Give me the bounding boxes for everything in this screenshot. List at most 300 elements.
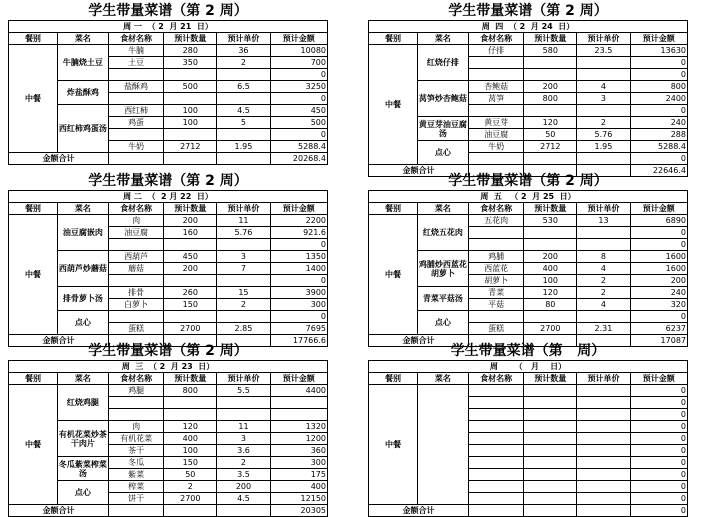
ingredient-name: 青菜 <box>468 287 523 299</box>
amount-value: 0 <box>630 239 687 251</box>
ingredient-name: 蛋糕 <box>468 323 523 335</box>
panel-title: 学生带量菜谱（第 2 周） <box>88 173 248 189</box>
amount-value: 2200 <box>270 215 327 227</box>
quantity-value: 80 <box>524 299 577 311</box>
quantity-value <box>524 469 577 481</box>
column-header: 食材名称 <box>468 373 523 385</box>
dish-name: 炸盐酥鸡 <box>57 81 108 105</box>
empty-cell <box>217 505 270 517</box>
unit-price-value <box>217 93 270 105</box>
column-header: 菜名 <box>57 203 108 215</box>
quantity-value <box>164 397 217 409</box>
amount-value: 400 <box>270 481 327 493</box>
quantity-value: 100 <box>164 105 217 117</box>
column-header: 餐别 <box>369 203 418 215</box>
menu-table <box>8 360 328 517</box>
quantity-value: 530 <box>524 215 577 227</box>
ingredient-name: 茶干 <box>108 445 163 457</box>
column-header: 预计数量 <box>524 33 577 45</box>
unit-price-value: 7 <box>217 263 270 275</box>
total-value: 20268.4 <box>270 153 327 165</box>
total-label: 金额合计 <box>369 505 469 517</box>
unit-price-value: 4 <box>577 299 630 311</box>
total-value: 22646.4 <box>630 165 687 177</box>
ingredient-name: 冬瓜 <box>108 457 163 469</box>
unit-price-value: 4 <box>577 81 630 93</box>
amount-value: 240 <box>630 287 687 299</box>
dish-name: 红烧五花肉 <box>417 215 468 251</box>
column-header: 菜名 <box>57 33 108 45</box>
ingredient-name <box>468 481 523 493</box>
unit-price-value: 3 <box>577 93 630 105</box>
ingredient-name: 鸡腿 <box>108 385 163 397</box>
amount-value: 0 <box>630 227 687 239</box>
ingredient-name: 紫菜 <box>108 469 163 481</box>
unit-price-value: 4 <box>577 263 630 275</box>
amount-value: 0 <box>270 93 327 105</box>
amount-value: 0 <box>630 493 687 505</box>
quantity-value <box>524 445 577 457</box>
dish-name <box>417 385 468 505</box>
unit-price-value: 11 <box>217 421 270 433</box>
unit-price-value <box>217 397 270 409</box>
dish-name: 青菜平菇汤 <box>417 287 468 311</box>
quantity-value <box>524 69 577 81</box>
unit-price-value <box>217 239 270 251</box>
ingredient-name: 盐酥鸡 <box>108 81 163 93</box>
column-header: 餐别 <box>369 33 418 45</box>
quantity-value: 400 <box>164 433 217 445</box>
unit-price-value <box>217 311 270 323</box>
empty-cell <box>468 505 523 517</box>
total-label: 金额合计 <box>369 335 469 347</box>
quantity-value <box>524 457 577 469</box>
unit-price-value: 2 <box>217 57 270 69</box>
empty-cell <box>108 153 163 165</box>
table-row <box>9 45 328 57</box>
amount-value: 0 <box>630 421 687 433</box>
quantity-value: 120 <box>164 421 217 433</box>
unit-price-value <box>577 57 630 69</box>
empty-cell <box>577 505 630 517</box>
amount-value: 3900 <box>270 287 327 299</box>
ingredient-name: 西红柿 <box>108 105 163 117</box>
unit-price-value: 2 <box>217 299 270 311</box>
day-label: 周 五 （ 2 月 25 日） <box>369 191 688 203</box>
unit-price-value <box>577 227 630 239</box>
ingredient-name: 莴笋 <box>468 93 523 105</box>
ingredient-name: 白萝卜 <box>108 299 163 311</box>
column-header: 预计数量 <box>164 33 217 45</box>
ingredient-name: 油豆腐 <box>468 129 523 141</box>
meal-type: 中餐 <box>9 215 58 335</box>
ingredient-name <box>108 69 163 81</box>
meal-type: 中餐 <box>9 45 58 153</box>
total-label: 金额合计 <box>9 153 109 165</box>
unit-price-value: 2 <box>577 287 630 299</box>
dish-name: 牛腩烧土豆 <box>57 45 108 81</box>
amount-value: 1600 <box>630 263 687 275</box>
dish-name: 西葫芦炒蘑菇 <box>57 251 108 287</box>
day-label: 周 四 （ 2 月 24 日） <box>369 21 688 33</box>
dish-name: 排骨萝卜汤 <box>57 287 108 311</box>
amount-value: 0 <box>630 397 687 409</box>
quantity-value <box>524 57 577 69</box>
table-row <box>9 385 328 397</box>
ingredient-name: 仔排 <box>468 45 523 57</box>
quantity-value: 2700 <box>524 323 577 335</box>
ingredient-name: 鸡蛋 <box>108 117 163 129</box>
column-header: 餐别 <box>9 203 58 215</box>
quantity-value: 200 <box>164 263 217 275</box>
quantity-value <box>164 93 217 105</box>
unit-price-value <box>577 421 630 433</box>
ingredient-name <box>468 433 523 445</box>
column-header: 预计数量 <box>524 203 577 215</box>
dish-name: 红烧鸡腿 <box>57 385 108 421</box>
ingredient-name: 排骨 <box>108 287 163 299</box>
ingredient-name <box>468 69 523 81</box>
ingredient-name: 榨菜 <box>108 481 163 493</box>
amount-value: 0 <box>630 469 687 481</box>
unit-price-value: 3 <box>217 251 270 263</box>
ingredient-name <box>468 457 523 469</box>
column-header: 餐别 <box>9 33 58 45</box>
amount-value: 6890 <box>630 215 687 227</box>
column-header: 菜名 <box>57 373 108 385</box>
unit-price-value <box>577 311 630 323</box>
quantity-value: 120 <box>524 117 577 129</box>
amount-value: 200 <box>630 275 687 287</box>
amount-value: 5288.4 <box>630 141 687 153</box>
panel-title: 学生带量菜谱（第 2 周） <box>88 3 248 19</box>
dish-name: 油豆腐嵌肉 <box>57 215 108 251</box>
quantity-value: 200 <box>524 251 577 263</box>
amount-value: 500 <box>270 117 327 129</box>
day-label: 周 二 （ 2 月 22 日） <box>9 191 328 203</box>
column-header: 餐别 <box>369 373 418 385</box>
column-header: 食材名称 <box>468 203 523 215</box>
unit-price-value: 15 <box>217 287 270 299</box>
quantity-value <box>524 385 577 397</box>
unit-price-value: 200 <box>217 481 270 493</box>
column-header: 预计金额 <box>270 203 327 215</box>
meal-type: 中餐 <box>9 385 58 505</box>
ingredient-name <box>468 469 523 481</box>
amount-value: 0 <box>630 105 687 117</box>
amount-value: 240 <box>630 117 687 129</box>
unit-price-value <box>577 397 630 409</box>
table-row <box>369 385 688 397</box>
quantity-value <box>524 227 577 239</box>
amount-value: 0 <box>270 311 327 323</box>
amount-value: 300 <box>270 457 327 469</box>
total-label: 金额合计 <box>9 335 109 347</box>
ingredient-name <box>108 409 163 421</box>
quantity-value <box>524 409 577 421</box>
unit-price-value <box>577 409 630 421</box>
amount-value: 0 <box>630 385 687 397</box>
amount-value: 4400 <box>270 385 327 397</box>
unit-price-value <box>577 445 630 457</box>
total-value: 20305 <box>270 505 327 517</box>
ingredient-name: 鸡脯 <box>468 251 523 263</box>
column-header: 预计金额 <box>270 373 327 385</box>
quantity-value: 400 <box>524 263 577 275</box>
unit-price-value: 6.5 <box>217 81 270 93</box>
column-header: 预计单价 <box>577 33 630 45</box>
meal-type: 中餐 <box>369 385 418 505</box>
column-header: 预计数量 <box>164 373 217 385</box>
column-header: 食材名称 <box>108 373 163 385</box>
amount-value: 5288.4 <box>270 141 327 153</box>
dish-name: 莴笋炒杏鲍菇 <box>417 81 468 117</box>
unit-price-value <box>217 129 270 141</box>
menu-table <box>368 360 688 517</box>
column-header: 预计单价 <box>577 373 630 385</box>
panel-title: 学生带量菜谱（第 周） <box>450 343 606 359</box>
unit-price-value: 5 <box>217 117 270 129</box>
ingredient-name <box>468 57 523 69</box>
ingredient-name: 油豆腐 <box>108 227 163 239</box>
column-header: 预计金额 <box>630 33 687 45</box>
table-row <box>369 45 688 57</box>
quantity-value <box>524 105 577 117</box>
empty-cell <box>164 505 217 517</box>
quantity-value: 150 <box>164 299 217 311</box>
quantity-value: 160 <box>164 227 217 239</box>
ingredient-name: 西葫芦 <box>108 251 163 263</box>
unit-price-value: 4.5 <box>217 493 270 505</box>
unit-price-value: 5.76 <box>577 129 630 141</box>
quantity-value <box>164 409 217 421</box>
dish-name: 点心 <box>57 311 108 335</box>
day-label: 周 三 （ 2 月 23 日） <box>9 361 328 373</box>
quantity-value: 200 <box>164 215 217 227</box>
unit-price-value <box>577 105 630 117</box>
unit-price-value: 5.5 <box>217 385 270 397</box>
quantity-value: 280 <box>164 45 217 57</box>
quantity-value <box>524 239 577 251</box>
ingredient-name <box>468 311 523 323</box>
quantity-value <box>524 153 577 165</box>
amount-value: 0 <box>270 69 327 81</box>
quantity-value: 800 <box>164 385 217 397</box>
amount-value: 360 <box>270 445 327 457</box>
ingredient-name: 牛奶 <box>108 141 163 153</box>
total-label: 金额合计 <box>369 165 469 177</box>
ingredient-name: 牛腩 <box>108 45 163 57</box>
amount-value: 0 <box>630 433 687 445</box>
column-header: 菜名 <box>417 373 468 385</box>
amount-value: 0 <box>630 153 687 165</box>
ingredient-name: 肉 <box>108 215 163 227</box>
column-header: 预计单价 <box>217 33 270 45</box>
ingredient-name <box>468 409 523 421</box>
amount-value: 700 <box>270 57 327 69</box>
amount-value: 300 <box>270 299 327 311</box>
column-header: 预计单价 <box>217 203 270 215</box>
dish-name: 西红柿鸡蛋汤 <box>57 105 108 153</box>
unit-price-value: 2 <box>577 117 630 129</box>
empty-cell <box>524 505 577 517</box>
amount-value: 921.6 <box>270 227 327 239</box>
quantity-value: 260 <box>164 287 217 299</box>
unit-price-value <box>577 153 630 165</box>
ingredient-name <box>468 227 523 239</box>
column-header: 食材名称 <box>468 33 523 45</box>
quantity-value: 2700 <box>164 323 217 335</box>
quantity-value <box>164 311 217 323</box>
menu-table <box>8 190 328 347</box>
unit-price-value <box>577 457 630 469</box>
ingredient-name: 胡萝卜 <box>468 275 523 287</box>
dish-name: 点心 <box>57 481 108 505</box>
unit-price-value <box>577 239 630 251</box>
column-header: 预计金额 <box>270 33 327 45</box>
unit-price-value <box>217 409 270 421</box>
column-header: 预计数量 <box>524 373 577 385</box>
ingredient-name <box>468 493 523 505</box>
panel-title: 学生带量菜谱（第 2 周） <box>88 343 248 359</box>
quantity-value <box>524 493 577 505</box>
quantity-value: 450 <box>164 251 217 263</box>
amount-value <box>270 397 327 409</box>
ingredient-name <box>468 385 523 397</box>
quantity-value <box>524 421 577 433</box>
amount-value: 0 <box>630 445 687 457</box>
ingredient-name <box>108 129 163 141</box>
quantity-value: 2700 <box>164 493 217 505</box>
quantity-value: 2712 <box>524 141 577 153</box>
amount-value: 0 <box>270 275 327 287</box>
quantity-value <box>164 239 217 251</box>
unit-price-value: 13 <box>577 215 630 227</box>
quantity-value: 500 <box>164 81 217 93</box>
quantity-value: 800 <box>524 93 577 105</box>
amount-value: 0 <box>630 311 687 323</box>
column-header: 预计数量 <box>164 203 217 215</box>
ingredient-name: 牛奶 <box>468 141 523 153</box>
ingredient-name: 五花肉 <box>468 215 523 227</box>
amount-value: 1200 <box>270 433 327 445</box>
ingredient-name: 黄豆芽 <box>468 117 523 129</box>
unit-price-value: 3.6 <box>217 445 270 457</box>
unit-price-value <box>577 385 630 397</box>
column-header: 餐别 <box>9 373 58 385</box>
ingredient-name <box>468 239 523 251</box>
unit-price-value <box>217 275 270 287</box>
column-header: 预计单价 <box>217 373 270 385</box>
meal-type: 中餐 <box>369 215 418 335</box>
amount-value: 10080 <box>270 45 327 57</box>
empty-cell <box>108 505 163 517</box>
dish-name: 红烧仔排 <box>417 45 468 81</box>
quantity-value: 100 <box>164 117 217 129</box>
quantity-value <box>524 311 577 323</box>
unit-price-value: 2 <box>217 457 270 469</box>
amount-value: 175 <box>270 469 327 481</box>
unit-price-value: 2.31 <box>577 323 630 335</box>
total-value: 17766.6 <box>270 335 327 347</box>
unit-price-value <box>577 69 630 81</box>
amount-value: 1400 <box>270 263 327 275</box>
total-row <box>9 505 328 517</box>
day-label: 周 （ 月 日） <box>369 361 688 373</box>
ingredient-name: 蘑菇 <box>108 263 163 275</box>
unit-price-value: 4.5 <box>217 105 270 117</box>
menu-table <box>368 190 688 347</box>
amount-value: 3250 <box>270 81 327 93</box>
quantity-value <box>164 129 217 141</box>
unit-price-value: 8 <box>577 251 630 263</box>
quantity-value <box>524 397 577 409</box>
amount-value: 6237 <box>630 323 687 335</box>
unit-price-value: 3 <box>217 433 270 445</box>
amount-value: 800 <box>630 81 687 93</box>
unit-price-value: 36 <box>217 45 270 57</box>
quantity-value: 120 <box>524 287 577 299</box>
quantity-value: 150 <box>164 457 217 469</box>
ingredient-name: 土豆 <box>108 57 163 69</box>
ingredient-name: 杏鲍菇 <box>468 81 523 93</box>
unit-price-value <box>577 481 630 493</box>
ingredient-name: 有机花菜 <box>108 433 163 445</box>
meal-type: 中餐 <box>369 45 418 165</box>
column-header: 食材名称 <box>108 33 163 45</box>
amount-value: 0 <box>270 129 327 141</box>
column-header: 预计单价 <box>577 203 630 215</box>
ingredient-name: 西蓝花 <box>468 263 523 275</box>
quantity-value <box>164 275 217 287</box>
quantity-value <box>164 69 217 81</box>
amount-value: 0 <box>630 57 687 69</box>
dish-name: 黄豆芽油豆腐汤 <box>417 117 468 141</box>
quantity-value: 200 <box>524 81 577 93</box>
ingredient-name <box>468 421 523 433</box>
unit-price-value: 11 <box>217 215 270 227</box>
total-value: 0 <box>630 505 687 517</box>
unit-price-value: 1.95 <box>577 141 630 153</box>
dish-name: 点心 <box>417 311 468 335</box>
unit-price-value: 3.5 <box>217 469 270 481</box>
unit-price-value: 1.95 <box>217 141 270 153</box>
dish-name: 点心 <box>417 141 468 165</box>
ingredient-name: 平菇 <box>468 299 523 311</box>
unit-price-value: 2 <box>577 275 630 287</box>
amount-value: 0 <box>630 457 687 469</box>
total-value: 17087 <box>630 335 687 347</box>
column-header: 菜名 <box>417 33 468 45</box>
total-label: 金额合计 <box>9 505 109 517</box>
unit-price-value: 2.85 <box>217 323 270 335</box>
ingredient-name <box>108 239 163 251</box>
dish-name: 鸡脯炒西蓝花胡萝卜 <box>417 251 468 287</box>
ingredient-name <box>468 445 523 457</box>
column-header: 食材名称 <box>108 203 163 215</box>
total-row <box>369 505 688 517</box>
panel-title: 学生带量菜谱（第 2 周） <box>448 173 608 189</box>
dish-name: 冬瓜紫菜榨菜汤 <box>57 457 108 481</box>
amount-value: 1320 <box>270 421 327 433</box>
table-row <box>369 215 688 227</box>
unit-price-value <box>577 469 630 481</box>
amount-value: 288 <box>630 129 687 141</box>
amount-value: 13630 <box>630 45 687 57</box>
panel-title: 学生带量菜谱（第 2 周） <box>448 3 608 19</box>
menu-table <box>8 20 328 165</box>
table-row <box>9 215 328 227</box>
